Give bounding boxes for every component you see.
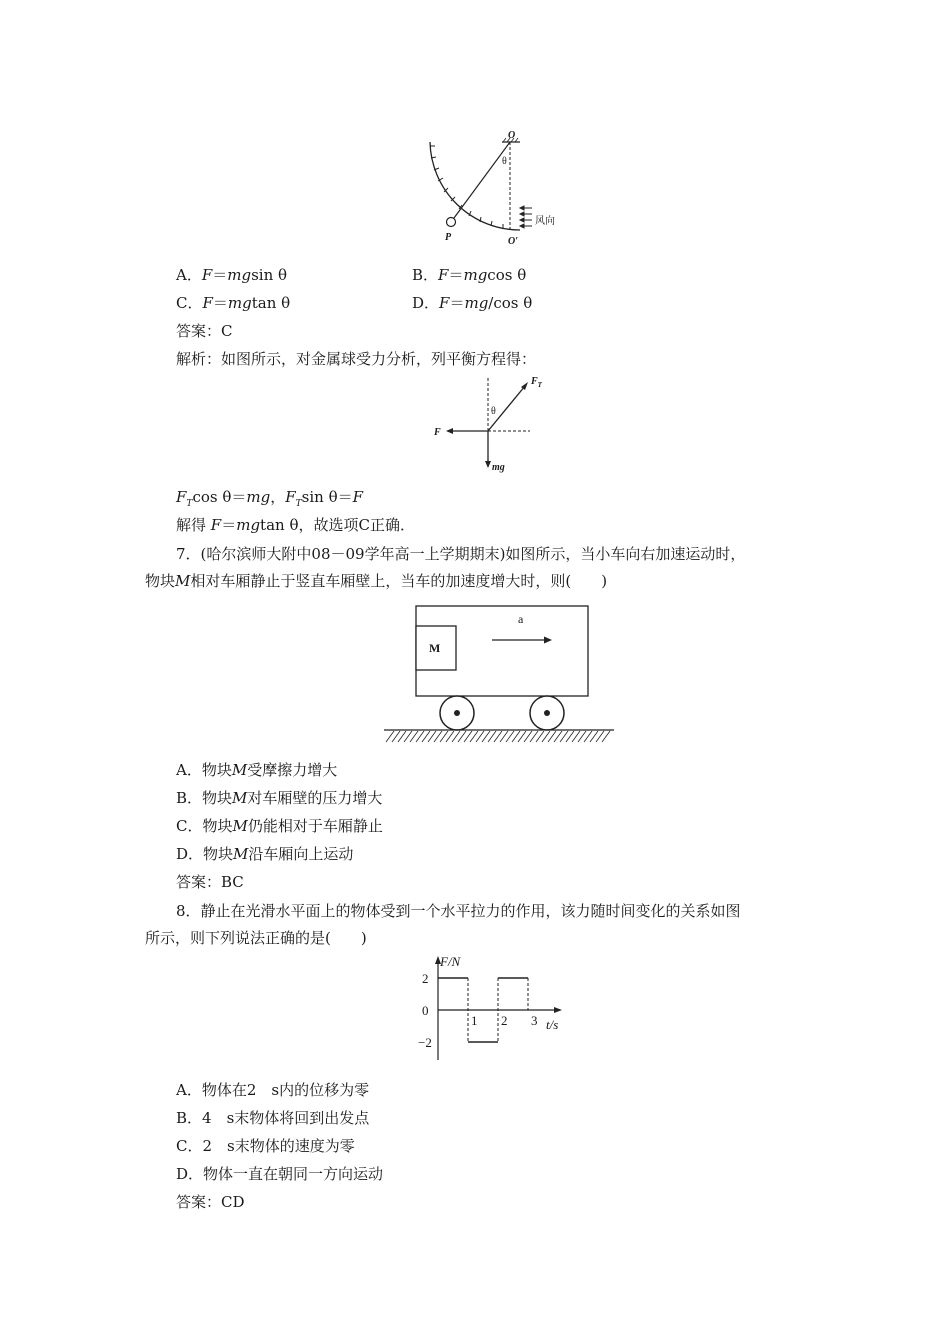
label-P: P <box>445 232 452 243</box>
option-a: A．F＝mgsin θ <box>176 266 288 284</box>
x-axis-label: t/s <box>546 1017 559 1032</box>
y-tick-label: −2 <box>418 1035 432 1050</box>
q7-answer: 答案：BC <box>176 873 244 891</box>
solve-line: 解得 F＝mgtan θ，故选项C正确． <box>176 516 415 534</box>
q8-stem-line2: 所示，则下列说法正确的是( ) <box>145 929 367 947</box>
q7-option-a: A．物块M受摩擦力增大 <box>176 761 338 779</box>
cart-figure <box>380 602 620 748</box>
ball <box>447 218 456 227</box>
y-axis-label: F/N <box>440 954 461 969</box>
y-tick-label: 0 <box>422 1003 429 1018</box>
equilibrium-equation: $F_T\cos$ θ＝mg，$F_T\sin$ θ＝F <box>176 488 364 509</box>
option-b: B．F＝mgcos θ <box>412 266 527 284</box>
q7-option-c: C．物块M仍能相对于车厢静止 <box>176 817 383 835</box>
string <box>454 142 510 218</box>
svg-text:F: F <box>434 427 441 438</box>
q7-option-b: B．物块M对车厢壁的压力增大 <box>176 789 383 807</box>
q6-analysis: 解析：如图所示，对金属球受力分析，列平衡方程得： <box>176 350 537 368</box>
svg-text:FT: $F_T$ <box>531 376 542 389</box>
q8-option-d: D．物体一直在朝同一方向运动 <box>176 1165 384 1183</box>
svg-text:M: M <box>429 641 441 655</box>
label-theta: θ <box>502 156 507 167</box>
q7-stem-line2: 物块M相对车厢静止于竖直车厢壁上，当车的加速度增大时，则( ) <box>145 572 608 590</box>
x-tick-label: 3 <box>531 1013 538 1028</box>
scale-ticks <box>430 146 503 229</box>
label-wind: 风向 <box>535 216 555 227</box>
x-tick-label: 2 <box>501 1013 508 1028</box>
svg-text:θ: θ <box>491 406 496 417</box>
q7-option-d: D．物块M沿车厢向上运动 <box>176 845 354 863</box>
force-diagram <box>430 374 550 478</box>
pendulum-figure <box>420 128 580 248</box>
svg-text:mg: mg <box>492 462 505 473</box>
q8-answer: 答案：CD <box>176 1193 245 1211</box>
svg-text:a: a <box>518 612 524 626</box>
option-d: D．F＝mg/cos θ <box>412 294 533 312</box>
q8-option-a: A．物体在2 s内的位移为零 <box>176 1081 370 1099</box>
force-time-chart <box>418 954 578 1072</box>
label-O-prime: O′ <box>508 236 519 247</box>
y-tick-label: 2 <box>422 971 429 986</box>
wind-arrows <box>520 206 532 228</box>
label-O: O <box>508 130 516 141</box>
q8-option-b: B．4 s末物体将回到出发点 <box>176 1109 370 1127</box>
q6-answer: 答案：C <box>176 322 233 340</box>
option-c: C．F＝mgtan θ <box>176 294 291 312</box>
x-tick-label: 1 <box>471 1013 478 1028</box>
ground-hatch <box>386 731 610 742</box>
q7-stem-line1: 7．(哈尔滨师大附中08－09学年高一上学期期末)如图所示，当小车向右加速运动时， <box>176 545 746 563</box>
q8-option-c: C．2 s末物体的速度为零 <box>176 1137 355 1155</box>
q8-stem-line1: 8．静止在光滑水平面上的物体受到一个水平拉力的作用，该力随时间变化的关系如图 <box>176 902 741 920</box>
